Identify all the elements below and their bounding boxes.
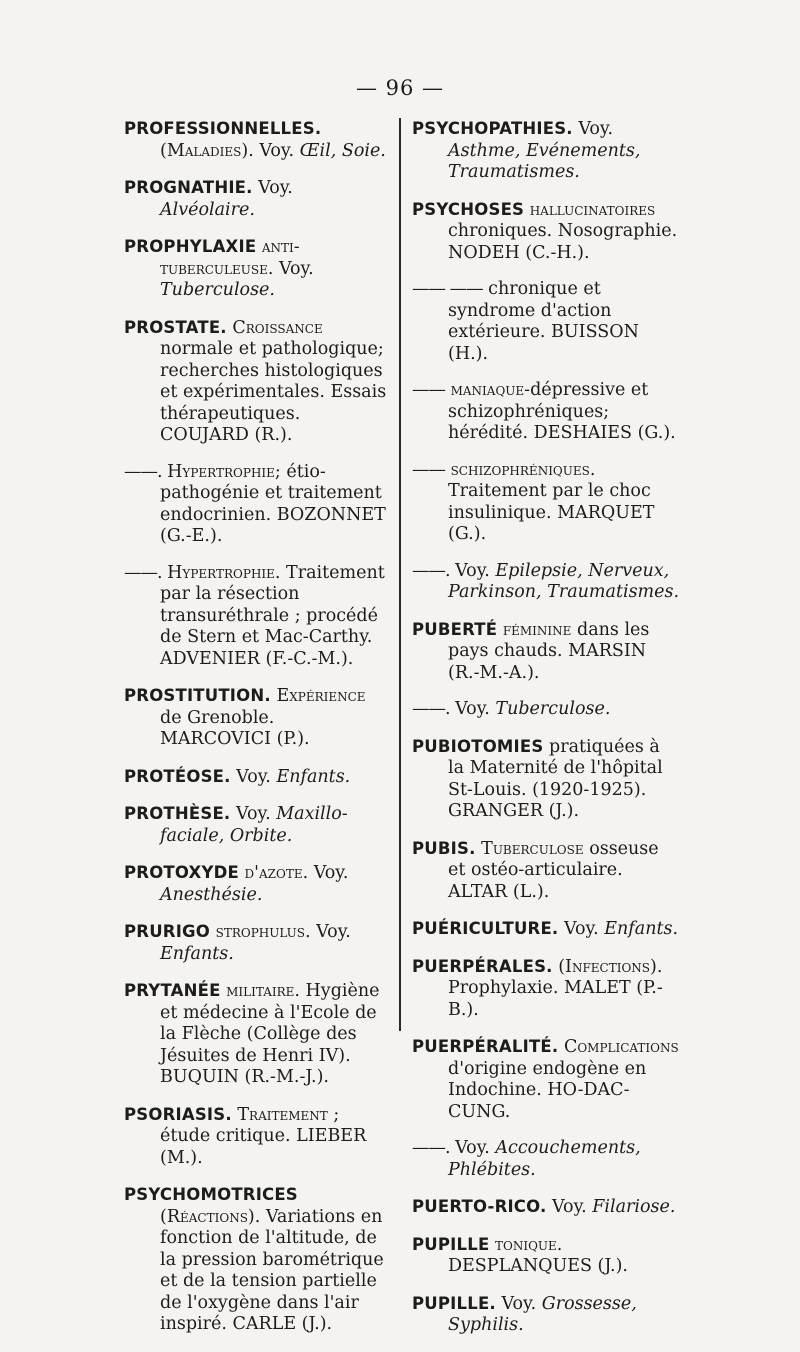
entry-dash: ——. <box>124 461 162 482</box>
entry-headword: PROTHÈSE. <box>124 804 231 823</box>
entry-headword: PSYCHOPATHIES. <box>412 119 573 138</box>
entry-smallcaps: Croissance <box>232 317 323 338</box>
entry-text: Voy. <box>495 1293 542 1314</box>
index-entry-puerperales <box>412 956 680 1022</box>
entry-reference: Grossesse, Syphilis. <box>448 1293 637 1335</box>
entry-headword: PUPILLE <box>412 1234 490 1254</box>
entry-text: ). Variations en fonction de l'altitude, de la pression barométrique et de la tension partielle de l'oxygène dans l'air inspiré. CARLE (J.). <box>160 1206 384 1334</box>
index-entry-prytanee <box>124 980 390 1089</box>
entry-reference: Maxillo-faciale, Orbite. <box>160 804 348 846</box>
entry-text: Voy. <box>558 919 605 939</box>
entry-text: Voy. <box>449 699 496 719</box>
index-entry-puericulture <box>412 918 680 941</box>
entry-smallcaps: Complications <box>563 1037 679 1057</box>
entry-headword: PROSTITUTION. <box>124 686 271 705</box>
entry-text: Voy. <box>230 766 277 787</box>
entry-headword: PUBERTÉ <box>412 619 498 639</box>
entry-text: de Grenoble. MARCOVICI (P.). <box>160 707 310 749</box>
entry-headword: PSYCHOSES <box>412 199 525 219</box>
entry-text: ( <box>160 1206 167 1227</box>
index-entry-professionnelles <box>124 118 390 162</box>
entry-headword: PRYTANÉE <box>124 981 221 1000</box>
entry-headword: PROGNATHIE. <box>124 178 253 197</box>
index-entry-protoxyde <box>124 862 390 906</box>
entry-text: Voy. <box>230 804 277 824</box>
entry-text: normale et pathologique; recherches histologiques et expérimentales. Essais thérapeutiques. COUJARD (R.). <box>160 339 387 445</box>
index-entry-puerto-rico <box>412 1196 680 1219</box>
index-entry-psychomotrices <box>124 1184 390 1336</box>
entry-reference: Anesthésie. <box>160 884 263 905</box>
entry-text: osseuse et ostéo-articulaire. ALTAR (L.). <box>448 838 659 902</box>
entry-headword: PROSTATE. <box>124 317 227 337</box>
index-entry-prophylaxie <box>124 236 390 302</box>
index-entry-prostate-2 <box>124 462 390 548</box>
index-entry-prostate-3 <box>124 563 390 671</box>
index-entry-psychoses <box>412 199 680 265</box>
entry-text: ( <box>552 956 566 977</box>
entry-smallcaps: militaire. <box>226 981 300 1001</box>
entry-text: pratiquées à la Maternité de l'hôpital St-Louis. (1920-1925). GRANGER (J.). <box>448 736 663 821</box>
entry-smallcaps: Hypertrophie. <box>167 562 281 583</box>
entry-smallcaps: féminine <box>502 619 572 640</box>
index-entry-pubis <box>412 838 680 904</box>
entry-headword: PUBIS. <box>412 838 476 858</box>
index-entry-prostate <box>124 317 390 447</box>
entry-text: chronique et syndrome d'action extérieure. BUISSON (H.). <box>448 279 639 364</box>
entry-smallcaps: Maladies <box>166 140 242 161</box>
entry-headword: PSYCHOMOTRICES <box>124 1185 298 1204</box>
entry-text: -dépressive et schizophréniques; hérédité. DESHAIES (G.). <box>448 380 676 443</box>
entry-reference: Tuberculose. <box>160 280 275 300</box>
entry-smallcaps: schizophréniques. <box>450 459 596 480</box>
index-entry-pubiotomies <box>412 736 680 823</box>
index-entry-pupille-2 <box>412 1293 680 1337</box>
entry-text: Traitement par le choc insulinique. MARQUET (G.). <box>448 481 655 544</box>
entry-text: DESPLANQUES (J.). <box>448 1256 628 1276</box>
entry-reference: Tuberculose. <box>495 699 611 719</box>
index-entry-psychoses-3 <box>412 380 680 445</box>
entry-text: Voy. <box>546 1197 593 1217</box>
entry-headword: PUERTO-RICO. <box>412 1197 547 1216</box>
entry-dash: —— <box>412 380 445 400</box>
entry-text: Voy. <box>310 922 351 942</box>
index-entry-prostitution <box>124 685 390 751</box>
entry-reference: Filariose. <box>592 1197 676 1217</box>
entry-headword: PUÉRICULTURE. <box>412 919 559 938</box>
entry-text: Voy. <box>273 258 314 279</box>
index-entry-prurigo <box>124 921 390 965</box>
entry-dash: ——. <box>412 699 450 719</box>
index-entry-prothese <box>124 803 390 847</box>
index-entry-proteose <box>124 766 390 789</box>
right-column <box>412 118 680 1352</box>
index-entry-psoriasis <box>124 1104 390 1170</box>
index-entry-puerperalite-2 <box>412 1138 680 1181</box>
entry-headword: PUPILLE. <box>412 1293 496 1313</box>
entry-headword: PRURIGO <box>124 922 211 941</box>
entry-reference: Epilepsie, Nerveux, Parkinson, Traumatismes. <box>448 560 680 602</box>
entry-headword: PSORIASIS. <box>124 1104 232 1124</box>
entry-dash: —— —— <box>412 279 483 299</box>
entry-smallcaps: Tuberculose <box>481 838 584 859</box>
entry-text: Voy. <box>308 863 349 883</box>
entry-text: ( <box>160 140 167 161</box>
entry-smallcaps: Réactions <box>166 1206 248 1227</box>
entry-text: Voy. <box>572 119 614 139</box>
entry-headword: PROTÉOSE. <box>124 766 231 786</box>
index-entry-psychoses-2 <box>412 279 680 365</box>
entry-dash: ——. <box>412 1138 450 1158</box>
entry-headword: PUBIOTOMIES <box>412 736 544 756</box>
entry-headword: PROTOXYDE <box>124 863 239 882</box>
entry-text: ). Voy. <box>241 140 300 161</box>
entry-text: Voy. <box>449 1138 496 1158</box>
entry-dash: ——. <box>412 560 450 581</box>
entry-smallcaps: Infections <box>565 956 651 977</box>
left-column <box>124 118 390 1351</box>
entry-headword: PROPHYLAXIE <box>124 237 257 256</box>
entry-smallcaps: maniaque <box>450 380 525 400</box>
entry-text: ; étude critique. LIEBER (M.). <box>160 1104 367 1168</box>
entry-smallcaps: tonique. <box>495 1234 563 1255</box>
entry-reference: Enfants. <box>276 766 351 787</box>
entry-text: Voy. <box>449 560 496 581</box>
entry-smallcaps: Traitement <box>237 1104 328 1125</box>
entry-text: étio-pathogénie et traitement endocrinien. BOZONNET (G.-E.). <box>160 461 386 546</box>
entry-dash: —— <box>412 459 445 480</box>
index-entry-prognathie <box>124 177 390 221</box>
index-entry-psychoses-5 <box>412 561 680 604</box>
entry-headword: PUERPÉRALES. <box>412 956 553 976</box>
entry-smallcaps: strophulus. <box>215 922 311 942</box>
index-entry-puberte-2 <box>412 699 680 721</box>
entry-dash: ——. <box>124 562 162 583</box>
index-entry-psychoses-4 <box>412 460 680 546</box>
index-entry-pupille <box>412 1234 680 1278</box>
entry-text: chroniques. Nosographie. NODEH (C.-H.). <box>448 221 678 263</box>
entry-reference: Asthme, Evénements, Traumatismes. <box>448 140 641 182</box>
entry-reference: Enfants. <box>160 943 234 964</box>
entry-smallcaps: hallucinatoires <box>529 199 656 220</box>
entry-reference: Accouchements, Phlébites. <box>448 1138 641 1180</box>
entry-smallcaps: Hypertrophie; <box>167 461 281 482</box>
entry-smallcaps: Expérience <box>276 686 366 706</box>
index-entry-psychopathies <box>412 118 680 184</box>
entry-text: Traitement par la résection transuréthrale ; procédé de Stern et Mac-Carthy. ADVENIER (F.-C.-M.). <box>160 562 385 669</box>
page-number: — 96 — <box>355 76 445 100</box>
entry-text: dans les pays chauds. MARSIN (R.-M.-A.). <box>448 619 650 683</box>
entry-reference: Œil, Soie. <box>299 140 386 161</box>
entry-reference: Alvéolaire. <box>160 199 255 220</box>
column-divider <box>399 118 401 1031</box>
entry-smallcaps: d'azote. <box>244 863 309 883</box>
entry-text: d'origine endogène en Indochine. HO-DAC-CUNG. <box>448 1058 647 1122</box>
entry-headword: PUERPÉRALITÉ. <box>412 1037 559 1056</box>
entry-reference: Enfants. <box>604 919 679 939</box>
index-entry-puberte <box>412 619 680 685</box>
entry-text: ). Prophylaxie. MALET (P.-B.). <box>448 956 663 1020</box>
entry-text: Hygiène et médecine à l'Ecole de la Flèche (Collège des Jésuites de Henri IV). BUQUIN (R.-M.-J.). <box>160 981 380 1087</box>
entry-headword: PROFESSIONNELLES. <box>124 119 322 138</box>
entry-smallcaps: anti-tuberculeuse. <box>160 237 300 279</box>
index-entry-puerperalite <box>412 1036 680 1123</box>
entry-text: Voy. <box>252 178 293 198</box>
